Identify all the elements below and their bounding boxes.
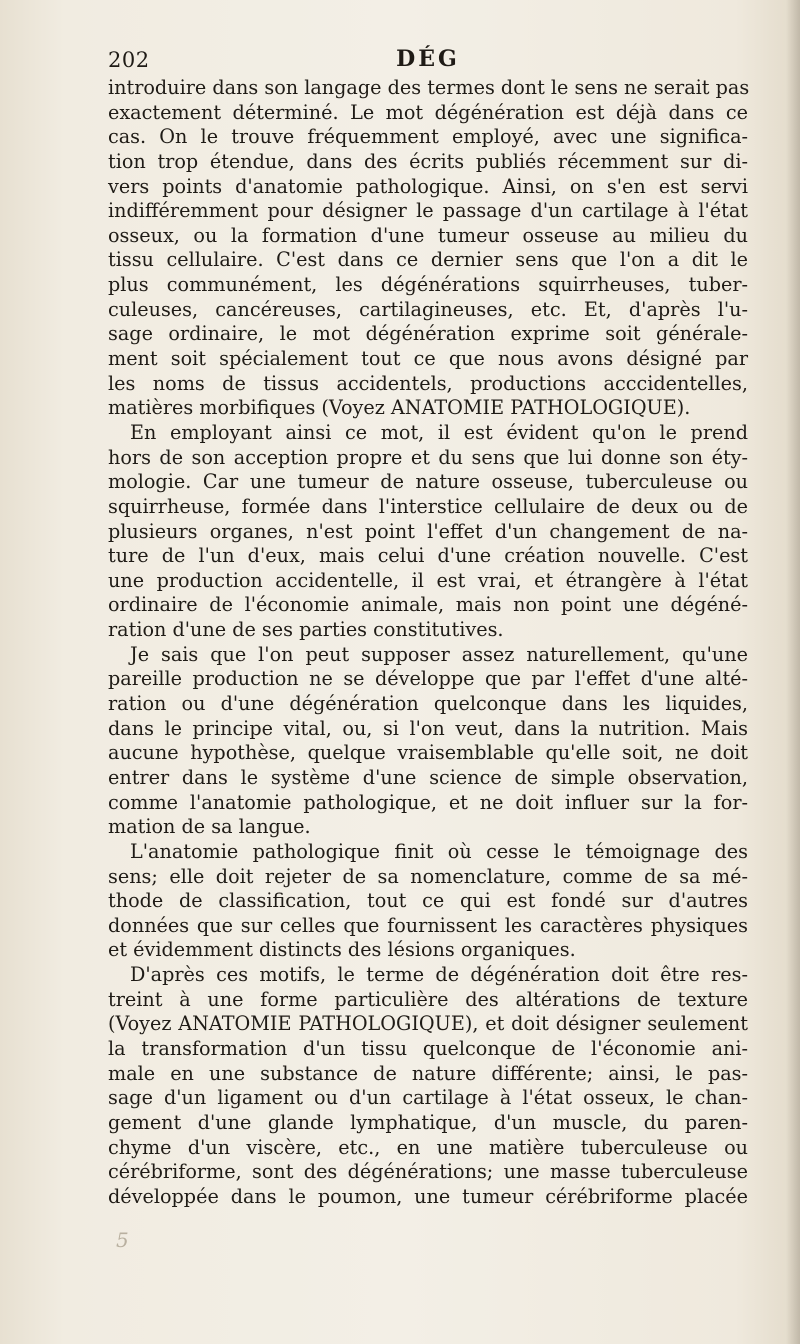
text-line: cas. On le trouve fréquemment employé, avec une significa- bbox=[108, 125, 748, 149]
running-head: DÉG bbox=[396, 46, 460, 72]
text-line: sage d'un ligament ou d'un cartilage à l'état osseux, le chan- bbox=[108, 1086, 748, 1110]
text-line: Je sais que l'on peut supposer assez naturellement, qu'une bbox=[130, 642, 748, 666]
text-line: gement d'une glande lymphatique, d'un muscle, du paren- bbox=[108, 1110, 748, 1134]
margin-pencil-mark: 5 bbox=[116, 1228, 129, 1252]
text-line: cérébriforme, sont des dégénérations; une masse tuberculeuse bbox=[108, 1160, 748, 1184]
text-line: exactement déterminé. Le mot dégénération est déjà dans ce bbox=[108, 100, 748, 124]
text-line: mologie. Car une tumeur de nature osseuse, tuberculeuse ou bbox=[108, 470, 748, 494]
text-line: tissu cellulaire. C'est dans ce dernier sens que l'on a dit le bbox=[108, 248, 748, 272]
text-line: et évidemment distincts des lésions organiques. bbox=[108, 938, 576, 962]
text-line: une production accidentelle, il est vrai, et étrangère à l'état bbox=[108, 568, 748, 592]
text-line: osseux, ou la formation d'une tumeur osseuse au milieu du bbox=[108, 223, 748, 247]
text-line: ordinaire de l'économie animale, mais non point une dégéné- bbox=[108, 593, 748, 617]
text-line: vers points d'anatomie pathologique. Ainsi, on s'en est servi bbox=[108, 174, 748, 198]
text-line: indifféremment pour désigner le passage d'un cartilage à l'état bbox=[108, 199, 748, 223]
text-line: chyme d'un viscère, etc., en une matière tuberculeuse ou bbox=[108, 1135, 748, 1159]
text-line: plus communément, les dégénérations squirrheuses, tuber- bbox=[108, 273, 748, 297]
text-line: plusieurs organes, n'est point l'effet d'un changement de na- bbox=[108, 519, 748, 543]
text-line: données que sur celles que fournissent les caractères physiques bbox=[108, 913, 748, 937]
text-line: ration ou d'une dégénération quelconque dans les liquides, bbox=[108, 692, 748, 716]
text-line: hors de son acception propre et du sens que lui donne son éty- bbox=[108, 445, 748, 469]
text-line: treint à une forme particulière des altérations de texture bbox=[108, 987, 748, 1011]
page-number: 202 bbox=[108, 48, 150, 72]
text-line: entrer dans le système d'une science de simple observation, bbox=[108, 765, 748, 789]
text-line: les noms de tissus accidentels, productions acccidentelles, bbox=[108, 371, 748, 395]
text-line: ture de l'un d'eux, mais celui d'une création nouvelle. C'est bbox=[108, 544, 748, 568]
text-line: matières morbifiques (Voyez ANATOMIE PATHOLOGIQUE). bbox=[108, 396, 691, 420]
text-line: squirrheuse, formée dans l'interstice cellulaire de deux ou de bbox=[108, 494, 748, 518]
text-line: ment soit spécialement tout ce que nous avons désigné par bbox=[108, 347, 748, 371]
text-line: comme l'anatomie pathologique, et ne doit influer sur la for- bbox=[108, 790, 748, 814]
text-line: D'après ces motifs, le terme de dégénération doit être res- bbox=[130, 963, 748, 987]
text-line: pareille production ne se développe que par l'effet d'une alté- bbox=[108, 667, 748, 691]
text-line: thode de classification, tout ce qui est fondé sur d'autres bbox=[108, 889, 748, 913]
page-header bbox=[108, 44, 748, 76]
text-line: sage ordinaire, le mot dégénération exprime soit générale- bbox=[108, 322, 748, 346]
text-line: L'anatomie pathologique finit où cesse le témoignage des bbox=[130, 839, 748, 863]
text-line: En employant ainsi ce mot, il est évident qu'on le prend bbox=[130, 420, 748, 444]
body-text bbox=[108, 76, 748, 1209]
text-line: développée dans le poumon, une tumeur cérébriforme placée bbox=[108, 1184, 748, 1208]
text-line: dans le principe vital, ou, si l'on veut, dans la nutrition. Mais bbox=[108, 716, 748, 740]
page-gutter-shadow bbox=[786, 0, 800, 1344]
text-line: male en une substance de nature différente; ainsi, le pas- bbox=[108, 1061, 748, 1085]
text-line: la transformation d'un tissu quelconque de l'économie ani- bbox=[108, 1036, 748, 1060]
text-line: culeuses, cancéreuses, cartilagineuses, etc. Et, d'après l'u- bbox=[108, 297, 748, 321]
text-line: aucune hypothèse, quelque vraisemblable qu'elle soit, ne doit bbox=[108, 741, 748, 765]
text-line: ration d'une de ses parties constitutives. bbox=[108, 618, 504, 642]
text-line: (Voyez ANATOMIE PATHOLOGIQUE), et doit désigner seulement bbox=[108, 1012, 748, 1036]
text-line: tion trop étendue, dans des écrits publiés récemment sur di- bbox=[108, 149, 748, 173]
text-line: sens; elle doit rejeter de sa nomenclature, comme de sa mé- bbox=[108, 864, 748, 888]
text-line: mation de sa langue. bbox=[108, 815, 311, 839]
text-line: introduire dans son langage des termes dont le sens ne serait pas bbox=[108, 76, 750, 99]
